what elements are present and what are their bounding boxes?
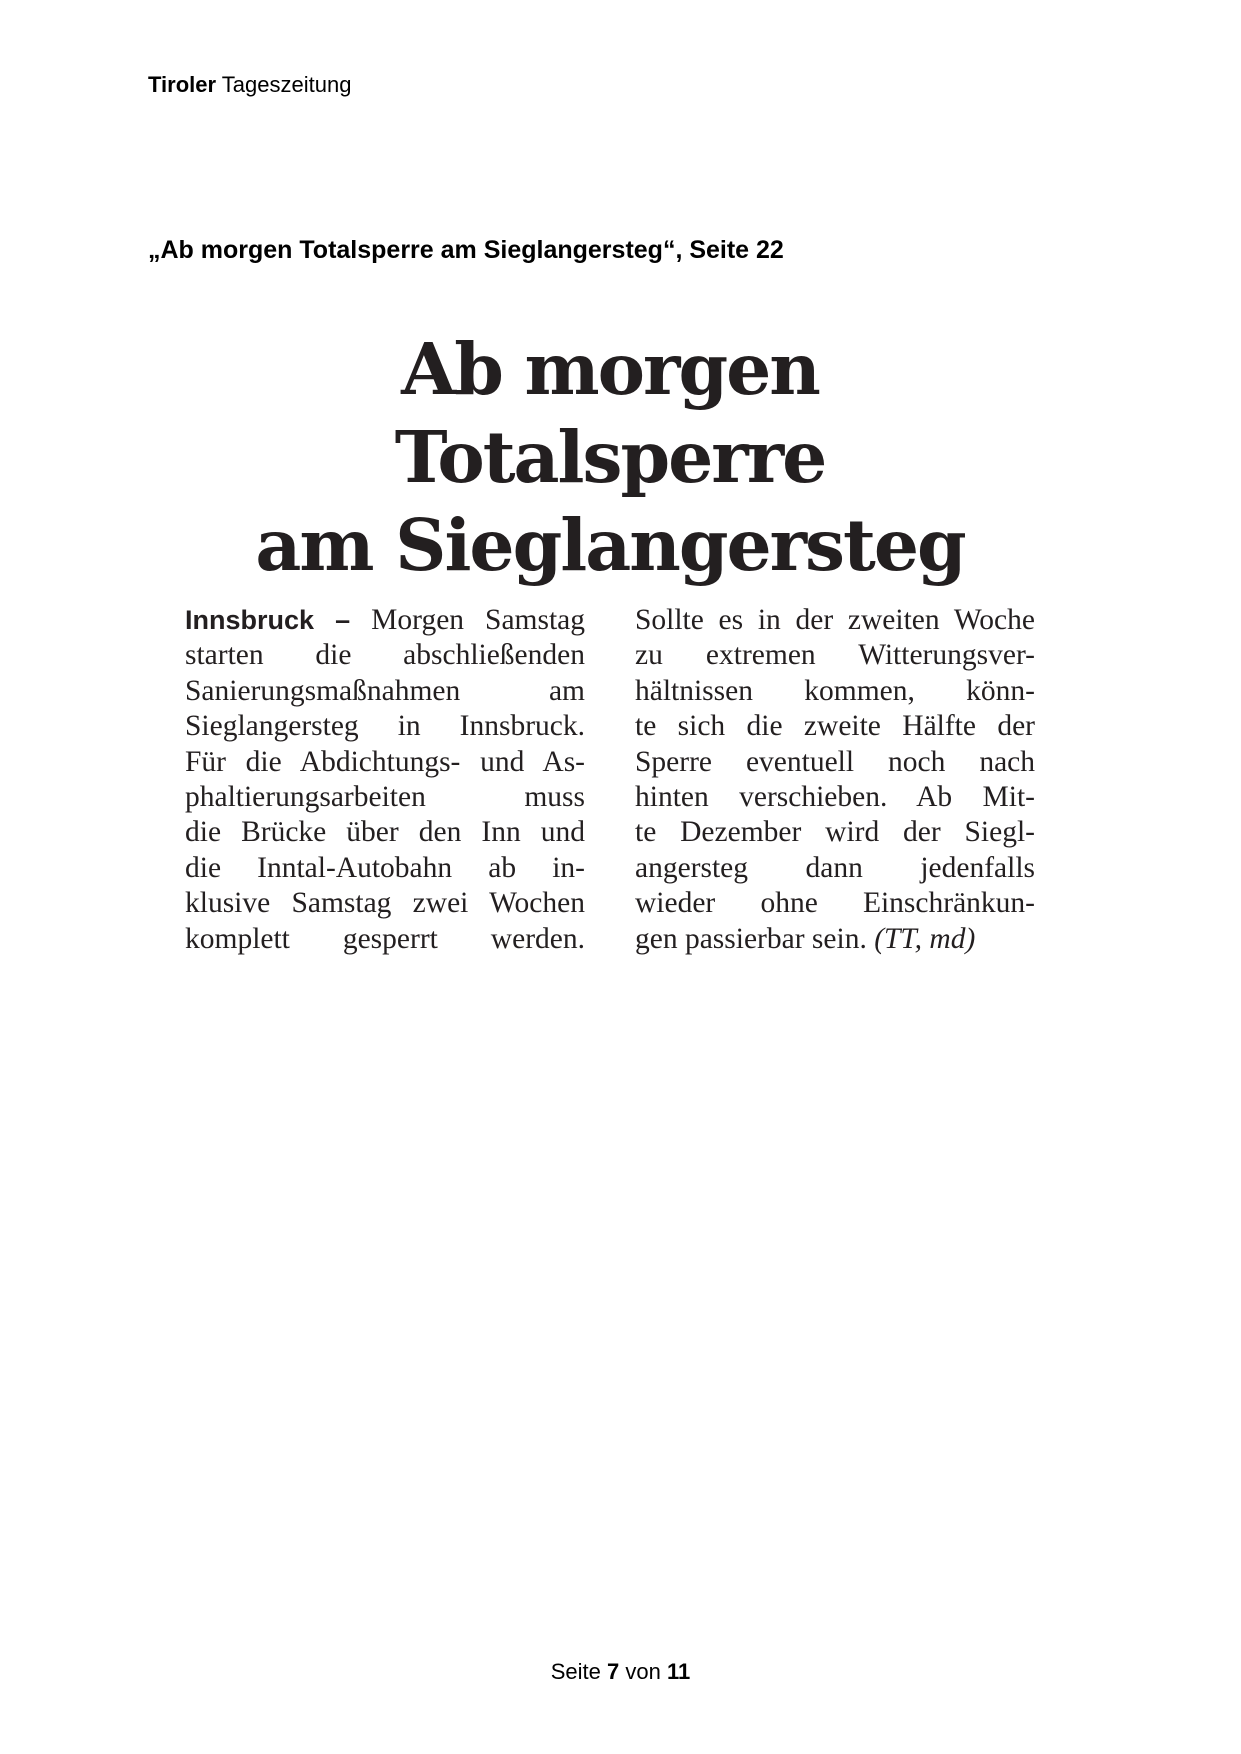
column-1-line: Sieglangersteg in Innsbruck. xyxy=(185,710,585,743)
column-2-line: zu extremen Witterungsver- xyxy=(635,639,1035,672)
column-1-line: Innsbruck – Morgen Samstag xyxy=(185,604,585,636)
column-1-line: die Inntal-Autobahn ab in- xyxy=(185,851,585,884)
article-column-2 xyxy=(635,603,1035,957)
article-reference: „Ab morgen Totalsperre am Sieglangersteg“, Seite 22 xyxy=(148,236,784,264)
article-headline xyxy=(180,325,1040,589)
publication-name-bold: Tiroler xyxy=(148,72,217,97)
column-2-line: wieder ohne Einschränkun- xyxy=(635,887,1035,920)
headline-line-1: Ab morgen Totalsperre xyxy=(394,327,826,499)
column-1-line: starten die abschließenden xyxy=(185,639,585,672)
dateline: Innsbruck – xyxy=(185,605,351,635)
column-2-line: Sperre eventuell noch nach xyxy=(635,745,1035,778)
column-2-line: angersteg dann jedenfalls xyxy=(635,851,1035,884)
article-clipping xyxy=(180,325,1040,957)
page-middle: von xyxy=(625,1659,661,1684)
column-1-line: phaltierungsarbeiten muss xyxy=(185,781,585,814)
page-prefix: Seite xyxy=(550,1659,601,1684)
page-current: 7 xyxy=(607,1659,620,1684)
column-1-line: klusive Samstag zwei Wochen xyxy=(185,887,585,920)
column-2-line: te Dezember wird der Siegl- xyxy=(635,816,1035,849)
headline-line-2: am Sieglangersteg xyxy=(255,503,965,587)
article-body xyxy=(180,603,1040,957)
column-2-line: te sich die zweite Hälfte der xyxy=(635,710,1035,743)
column-1-line: Sanierungsmaßnahmen am xyxy=(185,674,585,707)
column-1-line: die Brücke über den Inn und xyxy=(185,816,585,849)
publication-name xyxy=(148,72,351,98)
page-total: 11 xyxy=(667,1659,691,1684)
column-1-line: komplett gesperrt werden. xyxy=(185,922,585,955)
article-column-1 xyxy=(185,603,585,957)
column-2-line: gen passierbar sein. (TT, md) xyxy=(635,922,976,955)
column-2-line: Sollte es in der zweiten Woche xyxy=(635,604,1035,636)
column-2-line: hältnissen kommen, könn- xyxy=(635,674,1035,707)
publication-name-regular: Tageszeitung xyxy=(221,72,352,97)
page-number xyxy=(0,1659,1241,1685)
column-2-line: hinten verschieben. Ab Mit- xyxy=(635,781,1035,814)
column-1-line: Für die Abdichtungs- und As- xyxy=(185,745,585,778)
author-credit: (TT, md) xyxy=(874,922,976,955)
